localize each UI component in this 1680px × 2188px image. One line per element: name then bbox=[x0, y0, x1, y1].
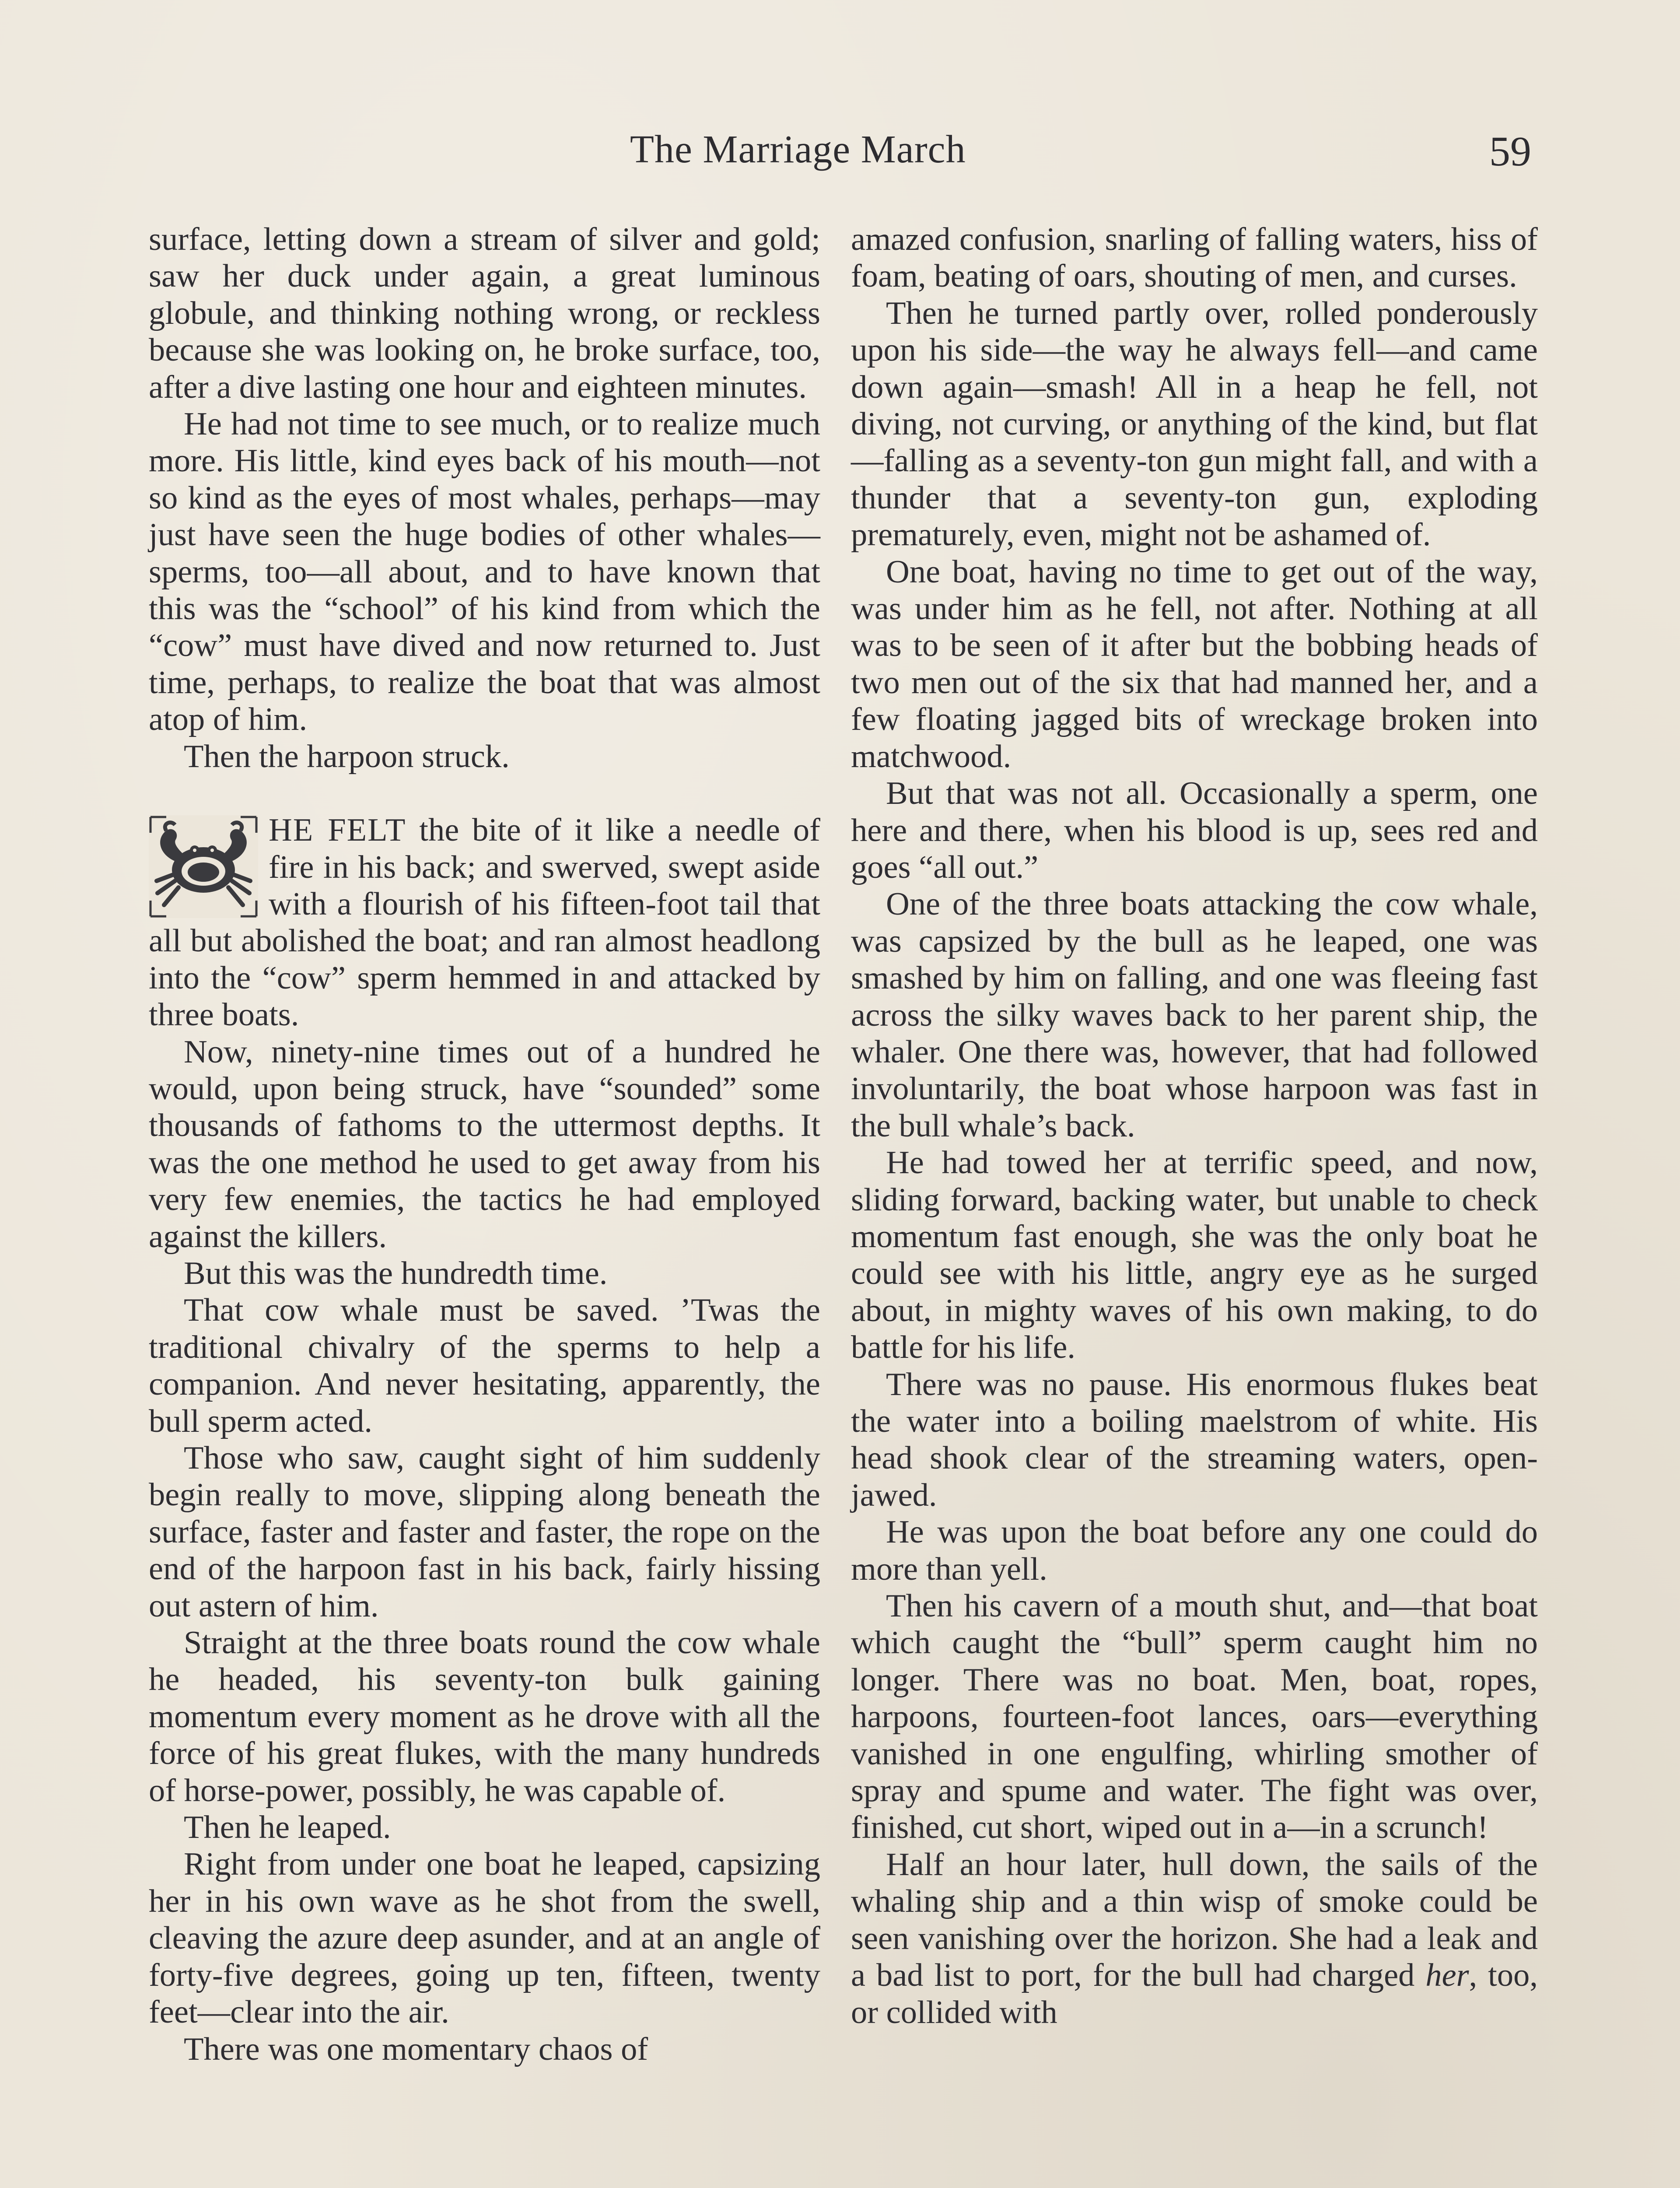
paragraph-text: , too, or collided with bbox=[851, 1957, 1538, 2030]
paragraph: One boat, having no time to get out of the way, was under him as he fell, not after. Nothing at all was to be seen of it after but the bobbing heads of two men out of the six that had manned her, and a few floating jagged bits of wreckage broken into matchwood. bbox=[851, 554, 1538, 775]
paragraph: One of the three boats attacking the cow whale, was capsized by the bull as he leaped, one was smashed by him on falling, and one was fleeing fast across the silky waves back to her parent ship, the whaler. One there was, however, that had followed involuntarily, the boat whose harpoon was fast in the bull whale’s back. bbox=[851, 886, 1538, 1144]
crab-icon bbox=[149, 815, 258, 918]
page-number: 59 bbox=[1489, 128, 1531, 175]
emphasis-text: her bbox=[1425, 1957, 1469, 1994]
paragraph-with-initial bbox=[149, 812, 820, 1033]
paragraph: Right from under one boat he leaped, capsizing her in his own wave as he shot from the swell, cleaving the azure deep asunder, and at an angle of forty-five degrees, going up ten, fifteen, twenty feet—clear into the air. bbox=[149, 1846, 820, 2030]
paragraph: But this was the hundredth time. bbox=[184, 1255, 608, 1291]
right-column bbox=[851, 221, 1538, 2031]
paragraph: amazed confusion, snarling of falling waters, hiss of foam, beating of oars, shouting of men, and curses. bbox=[851, 221, 1538, 295]
paragraph bbox=[851, 1846, 1538, 2031]
paragraph-text: Half an hour later, hull down, the sails of the whaling ship and a thin wisp of smoke could be seen vanishing over the horizon. She had a leak and a bad list to port, for the bull had charged bbox=[851, 1846, 1538, 1994]
paragraph: surface, letting down a stream of silver and gold; saw her duck under again, a great luminous globule, and thinking nothing wrong, or reckless because she was looking on, he broke surface, too, after a dive lasting one hour and eighteen minutes. bbox=[149, 221, 820, 405]
paragraph: Then his cavern of a mouth shut, and—that boat which caught the “bull” sperm caught him no longer. There was no boat. Men, boat, ropes, harpoons, fourteen-foot lances, oars—everything vanished in one engulfing, whirling smother of spray and spume and water. The fight was over, finished, cut short, wiped out in a—in a scrunch! bbox=[851, 1588, 1538, 1846]
paragraph: That cow whale must be saved. ’Twas the traditional chivalry of the sperms to help a companion. And never hesitating, apparently, the bull sperm acted. bbox=[149, 1292, 820, 1439]
paragraph: Straight at the three boats round the cow whale he headed, his seventy-ton bulk gaining momentum every moment as he drove with all the force of his great flukes, with the many hundreds of horse-power, possibly, he was capable of. bbox=[149, 1625, 820, 1809]
page-header bbox=[630, 127, 1566, 184]
paragraph: He was upon the boat before any one could do more than yell. bbox=[851, 1514, 1538, 1587]
paragraph: Those who saw, caught sight of him suddenly begin really to move, slipping along beneath the surface, faster and faster and faster, the rope on the end of the harpoon fast in his back, fairly hissing out astern of him. bbox=[149, 1440, 820, 1624]
lead-in-caps: HE FELT bbox=[269, 812, 406, 849]
paragraph: He had not time to see much, or to realize much more. His little, kind eyes back of his mouth—not so kind as the eyes of most whales, perhaps—may just have seen the huge bodies of other whales—sperms, too—all about, and to have known that this was the “school” of his kind from which the “cow” must have dived and now returned to. Just time, perhaps, to realize the boat that was almost atop of him. bbox=[149, 406, 820, 738]
paragraph: Then he leaped. bbox=[184, 1809, 391, 1846]
paragraph: Then the harpoon struck. bbox=[184, 738, 510, 775]
paragraph: Now, ninety-nine times out of a hundred he would, upon being struck, have “sounded” some thousands of fathoms to the uttermost depths. It was the one method he used to get away from his very few enemies, the tactics he had employed against the killers. bbox=[149, 1034, 820, 1255]
running-title: The Marriage March bbox=[630, 128, 966, 171]
paragraph: He had towed her at terrific speed, and now, sliding forward, backing water, but unable to check momentum fast enough, she was the only boat he could see with his little, angry eye as he surged about, in mighty waves of his own making, to do battle for his life. bbox=[851, 1145, 1538, 1366]
section-break bbox=[149, 775, 820, 812]
paragraph-text: the bite of it like a needle of fire in his back; and swerved, swept aside with a flourish of his fifteen-foot tail that all but abolished the boat; and ran almost headlong into the “cow” sperm hemmed in and attacked by three boats. bbox=[149, 812, 820, 1033]
paragraph: There was one momentary chaos of bbox=[184, 2031, 648, 2067]
paragraph: But that was not all. Occasionally a sperm, one here and there, when his blood is up, sees red and goes “all out.” bbox=[851, 775, 1538, 885]
paragraph: Then he turned partly over, rolled ponderously upon his side—the way he always fell—and came down again—smash! All in a heap he fell, not diving, not curving, or anything of the kind, but flat—falling as a seventy-ton gun might fall, and with a thunder that a seventy-ton gun, exploding prematurely, even, might not be ashamed of. bbox=[851, 295, 1538, 553]
paragraph: There was no pause. His enormous flukes beat the water into a boiling maelstrom of white. His head shook clear of the streaming waters, open-jawed. bbox=[851, 1366, 1538, 1513]
left-column bbox=[149, 221, 820, 2068]
